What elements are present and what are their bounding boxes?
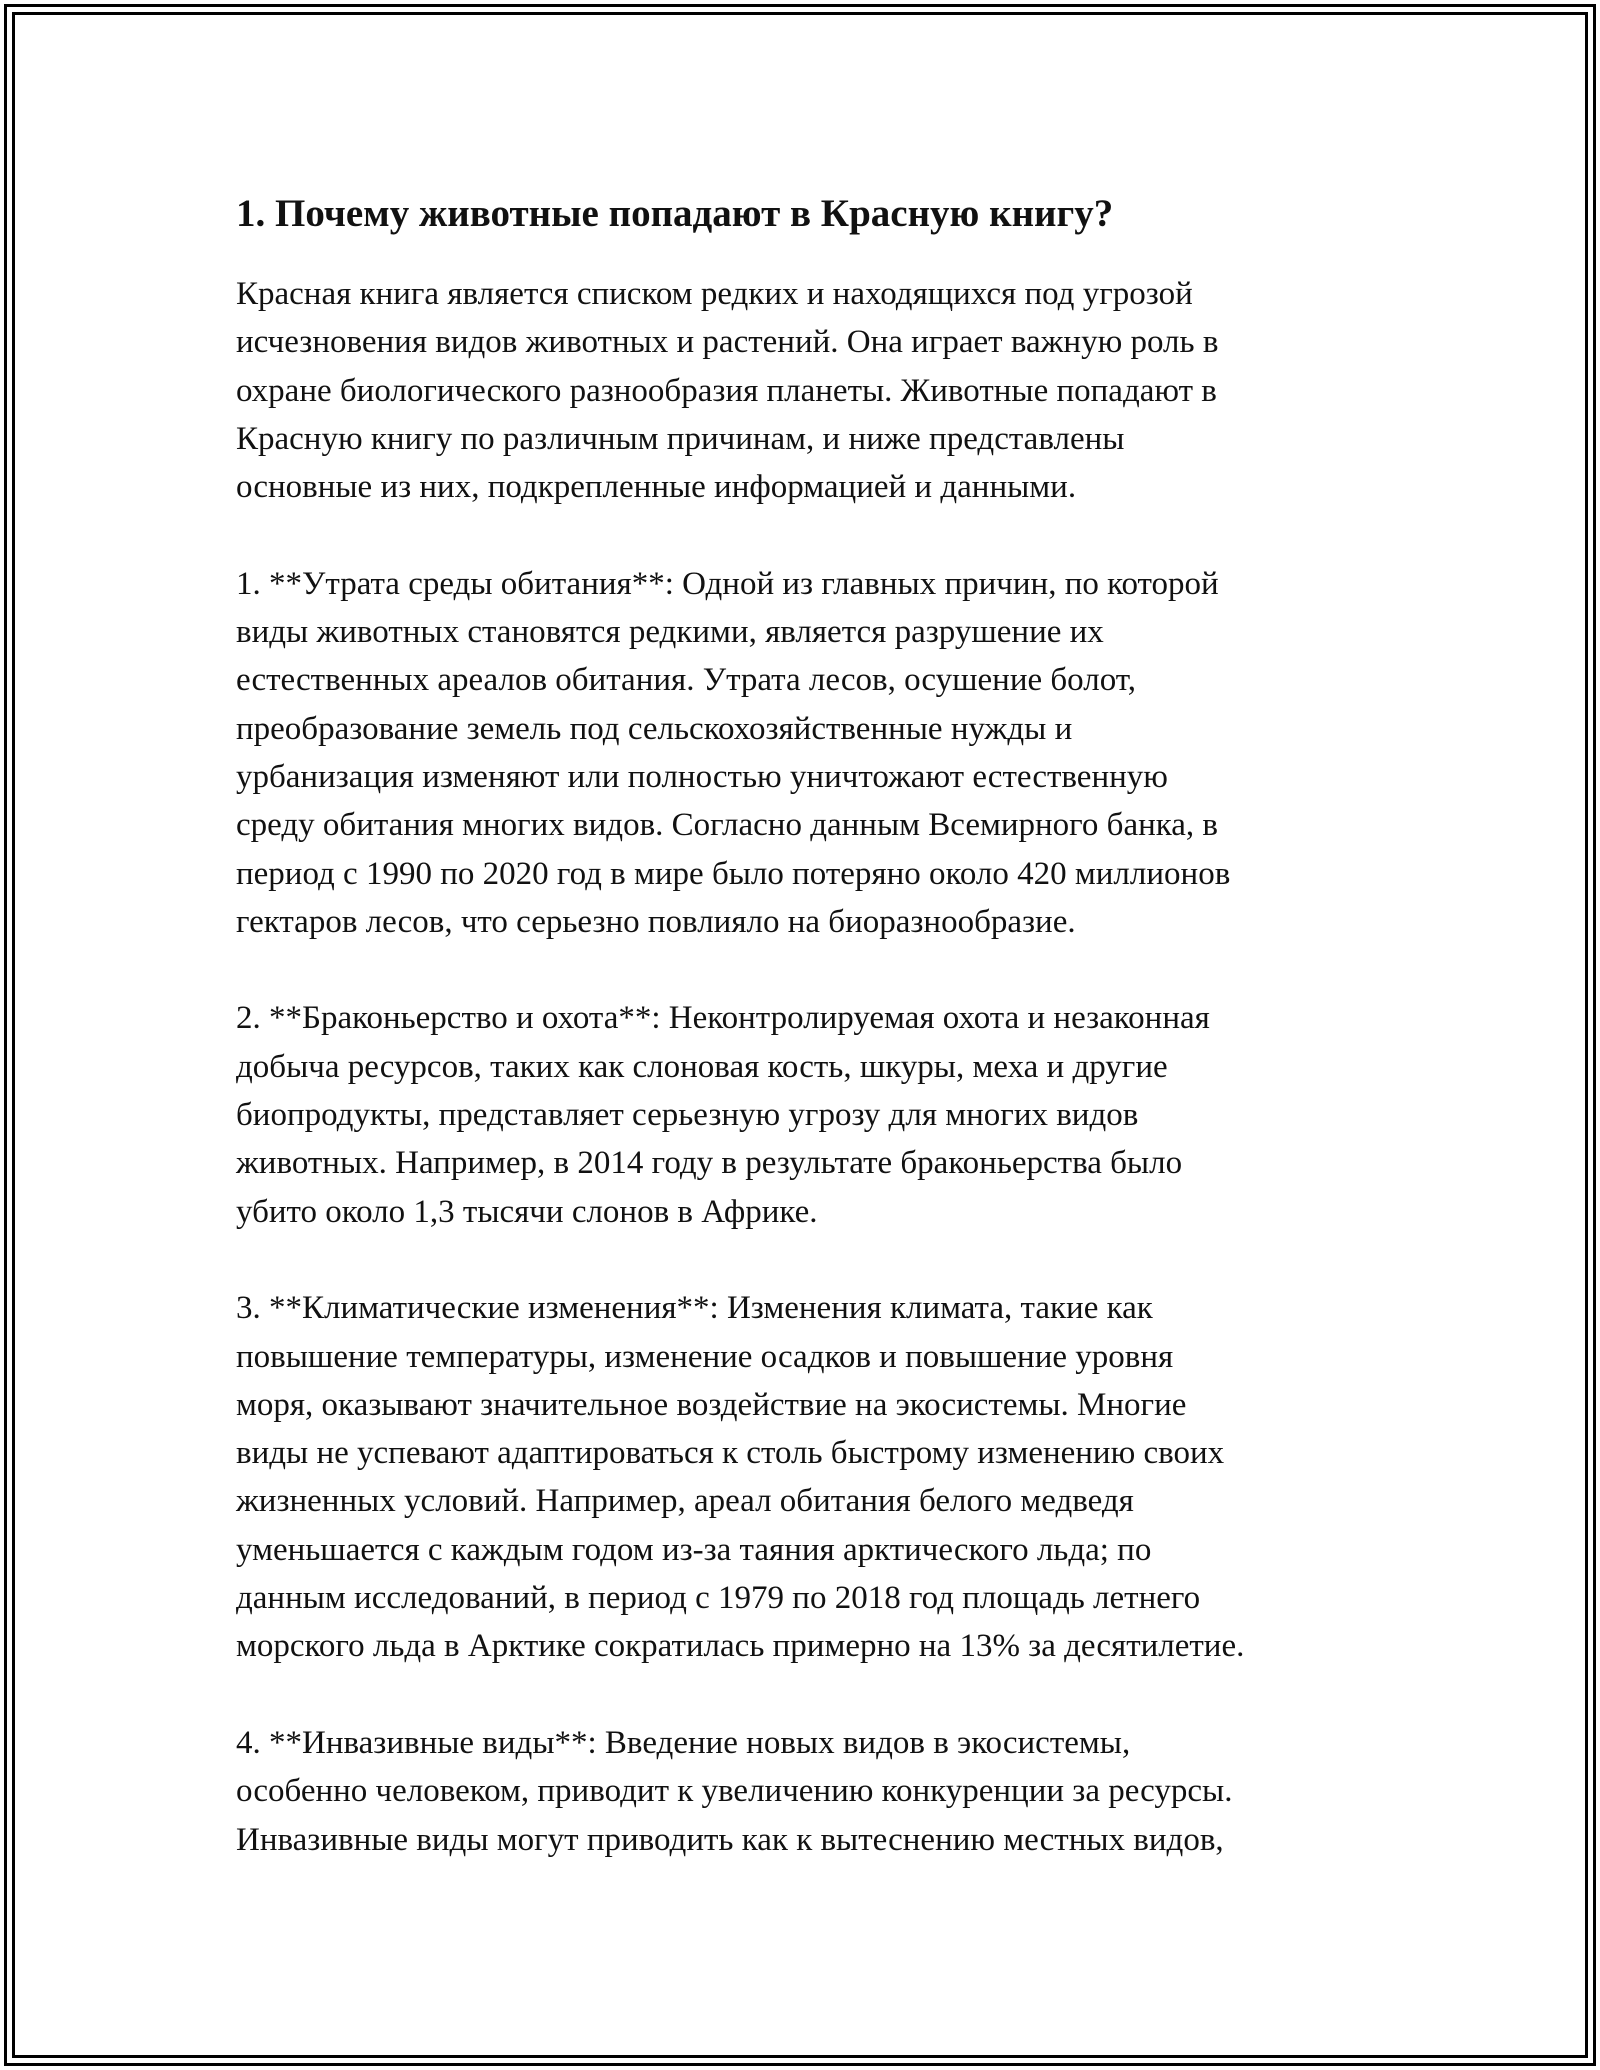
document-title: 1. Почему животные попадают в Красную книгу? [236, 192, 1114, 235]
paragraph-line: Красную книгу по различным причинам, и ниже представлены [236, 420, 1125, 457]
paragraph-climate-change [236, 1284, 1386, 1670]
paragraph-line: виды не успевают адаптироваться к столь быстрому изменению своих [236, 1435, 1225, 1472]
paragraph-line: среду обитания многих видов. Согласно данным Всемирного банка, в [236, 807, 1219, 844]
paragraph-line: основные из них, подкрепленные информацией и данными. [236, 469, 1077, 506]
paragraph-line: охране биологического разнообразия планеты. Животные попадают в [236, 372, 1217, 409]
paragraph-line: моря, оказывают значительное воздействие на экосистемы. Многие [236, 1386, 1187, 1423]
paragraph-line: убито около 1,3 тысячи слонов в Африке. [236, 1193, 818, 1230]
paragraph-line: 3. **Климатические изменения**: Изменения климата, такие как [236, 1290, 1153, 1327]
paragraph-line: 2. **Браконьерство и охота**: Неконтролируемая охота и незаконная [236, 1000, 1210, 1037]
paragraph-line: Красная книга является списком редких и находящихся под угрозой [236, 276, 1193, 312]
paragraph-line: преобразование земель под сельскохозяйственные нужды и [236, 710, 1073, 747]
paragraph-line: повышение температуры, изменение осадков и повышение уровня [236, 1338, 1174, 1375]
paragraph-line: урбанизация изменяют или полностью уничтожают естественную [236, 758, 1168, 795]
paragraph-line: особенно человеком, приводит к увеличению конкуренции за ресурсы. [236, 1773, 1233, 1810]
paragraph-line: добыча ресурсов, таких как слоновая кость, шкуры, меха и другие [236, 1048, 1168, 1085]
paragraph-habitat-loss [236, 560, 1386, 946]
paragraph-line: 4. **Инвазивные виды**: Введение новых видов в экосистемы, [236, 1724, 1131, 1761]
paragraph-invasive-species [236, 1719, 1386, 1864]
document-body [236, 186, 1386, 1864]
paragraph-line: биопродукты, представляет серьезную угрозу для многих видов [236, 1097, 1139, 1134]
paragraph-line: морского льда в Арктике сократилась примерно на 13% за десятилетие. [236, 1628, 1245, 1665]
paragraph-line: жизненных условий. Например, ареал обитания белого медведя [236, 1483, 1134, 1520]
paragraph-line: уменьшается с каждым годом из-за таяния арктического льда; по [236, 1531, 1152, 1568]
paragraph-line: гектаров лесов, что серьезно повлияло на биоразнообразие. [236, 903, 1076, 940]
paragraph-line: виды животных становятся редкими, является разрушение их [236, 614, 1104, 651]
paragraph-line: Инвазивные виды могут приводить как к вытеснению местных видов, [236, 1821, 1224, 1858]
paragraph-line: естественных ареалов обитания. Утрата лесов, осушение болот, [236, 662, 1136, 699]
paragraph-line: исчезновения видов животных и растений. Она играет важную роль в [236, 324, 1219, 361]
paragraph-poaching [236, 994, 1386, 1235]
paragraph-line: 1. **Утрата среды обитания**: Одной из главных причин, по которой [236, 565, 1219, 602]
paragraph-line: данным исследований, в период с 1979 по 2018 год площадь летнего [236, 1580, 1201, 1617]
paragraph-line: период с 1990 по 2020 год в мире было потеряно около 420 миллионов [236, 855, 1231, 892]
paragraph-line: животных. Например, в 2014 году в результате браконьерства было [236, 1145, 1183, 1182]
paragraph-intro [236, 270, 1386, 511]
